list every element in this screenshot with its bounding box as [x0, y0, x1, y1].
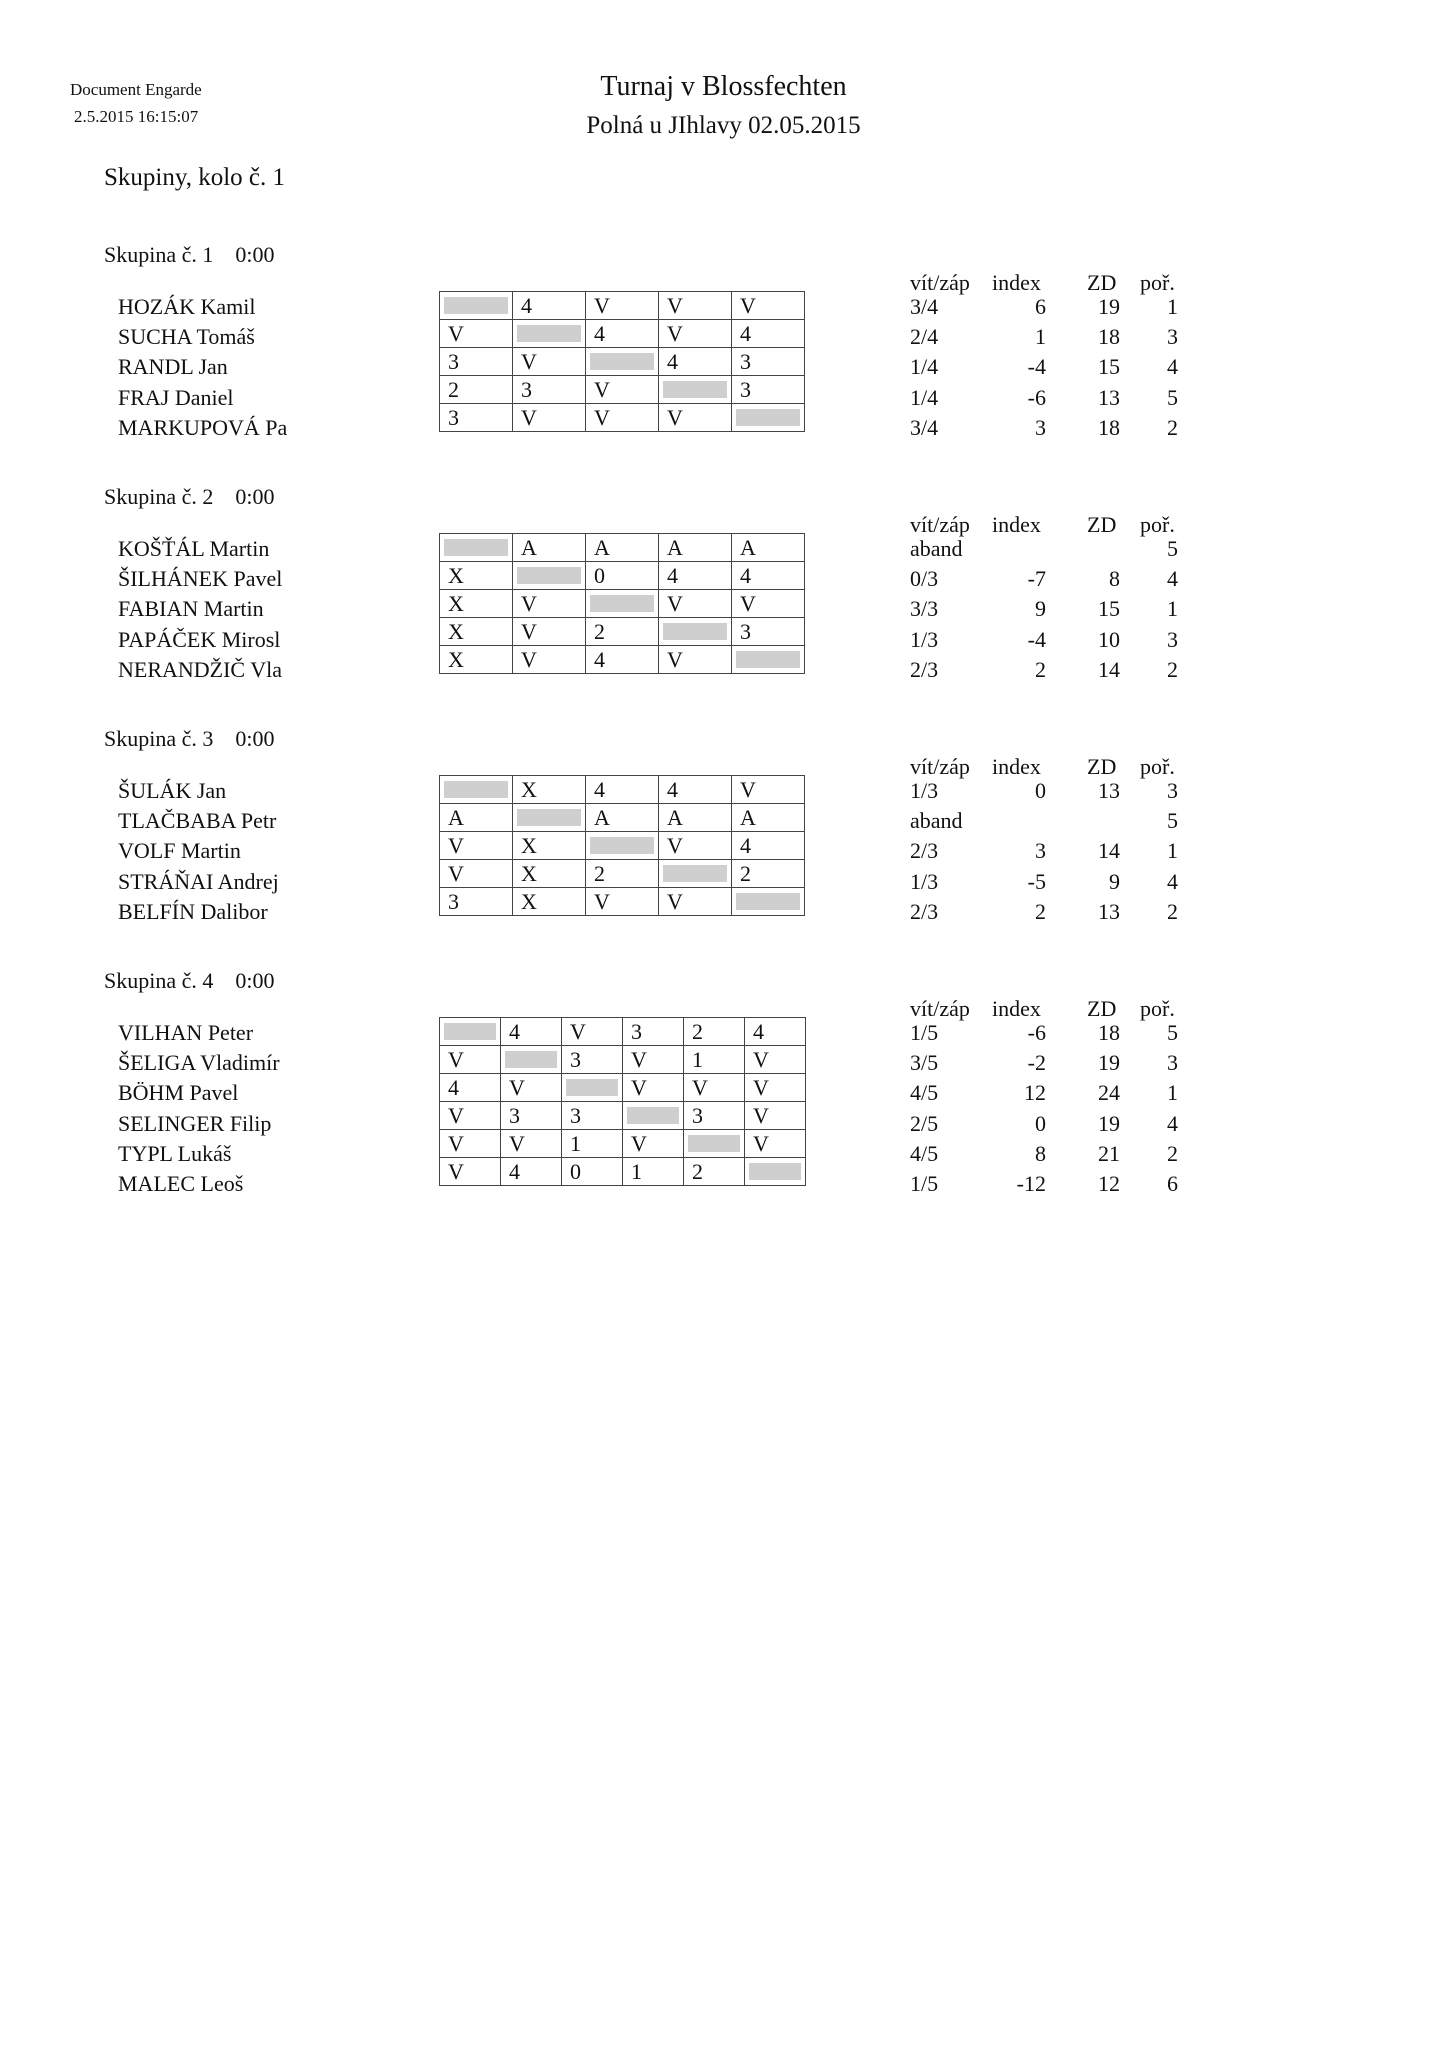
bout-result-cell: 2 — [586, 618, 659, 646]
fencer-touches: 24 — [1098, 1080, 1120, 1106]
fencer-wins-bouts: aband — [910, 536, 963, 561]
bout-matrix-row — [440, 888, 805, 916]
fencer-name: BÖHM Pavel — [118, 1080, 239, 1106]
self-bout-shade — [517, 567, 581, 584]
fencer-name: SUCHA Tomáš — [118, 324, 255, 350]
bout-result-cell: V — [732, 776, 805, 804]
bout-cell-self — [732, 646, 805, 674]
fencer-wins-bouts: 3/4 — [910, 414, 939, 440]
fencer-rank: 1 — [1167, 294, 1178, 319]
bout-result-cell: 3 — [684, 1102, 745, 1130]
bout-cell-self — [586, 832, 659, 860]
bout-matrix-row — [440, 404, 805, 432]
fencer-name: ŠULÁK Jan — [118, 778, 227, 803]
fencer-wins-bouts: 1/4 — [910, 354, 939, 380]
bout-matrix-row — [440, 1074, 806, 1102]
fencer-wins-bouts: 4/5 — [910, 1140, 939, 1166]
fencer-rank: 3 — [1167, 1050, 1178, 1076]
self-bout-shade — [663, 865, 727, 882]
column-header-wins-bouts: vít/záp — [910, 996, 970, 1021]
fencer-name: ŠILHÁNEK Pavel — [118, 566, 283, 592]
tournament-title: Turnaj v Blossfechten — [600, 71, 847, 102]
print-timestamp: 2.5.2015 16:15:07 — [74, 107, 199, 126]
bout-cell-self — [659, 860, 732, 888]
bout-result-cell: 0 — [562, 1158, 623, 1186]
bout-cell-self — [440, 1018, 501, 1046]
fencer-index: 2 — [1035, 656, 1046, 682]
fencer-touches: 9 — [1109, 868, 1120, 894]
bout-result-cell: V — [586, 376, 659, 404]
bout-matrix-row — [440, 776, 805, 804]
bout-matrix — [439, 291, 805, 432]
column-header-rank: poř. — [1140, 996, 1175, 1021]
title-block — [0, 68, 1447, 144]
column-header-touches: ZD — [1087, 996, 1117, 1021]
bout-result-cell: V — [513, 348, 586, 376]
fencer-name: FRAJ Daniel — [118, 384, 234, 410]
fencer-index: -5 — [1027, 868, 1046, 894]
bout-result-cell: 4 — [586, 646, 659, 674]
bout-cell-self — [513, 804, 586, 832]
bout-result-cell: 1 — [562, 1130, 623, 1158]
bout-result-cell: V — [623, 1130, 684, 1158]
fencer-name: VILHAN Peter — [118, 1020, 254, 1045]
bout-result-cell: X — [513, 888, 586, 916]
self-bout-shade — [566, 1079, 618, 1096]
bout-matrix-row — [440, 646, 805, 674]
bout-result-cell: 4 — [586, 776, 659, 804]
bout-result-cell: 3 — [623, 1018, 684, 1046]
column-header-touches: ZD — [1087, 270, 1117, 295]
group-label: Skupina č. 1 — [104, 242, 214, 267]
self-bout-shade — [688, 1135, 740, 1152]
fencer-touches: 13 — [1098, 778, 1120, 803]
self-bout-shade — [517, 325, 581, 342]
column-header-index: index — [992, 270, 1041, 295]
bout-result-cell: 2 — [684, 1158, 745, 1186]
bout-result-cell: 3 — [732, 376, 805, 404]
self-bout-shade — [749, 1163, 801, 1180]
bout-matrix — [439, 533, 805, 674]
bout-result-cell: 4 — [659, 562, 732, 590]
bout-result-cell: X — [440, 590, 513, 618]
bout-matrix-row — [440, 534, 805, 562]
fencer-name: MALEC Leoš — [118, 1171, 244, 1196]
column-header-wins-bouts: vít/záp — [910, 270, 970, 295]
group-header — [104, 484, 275, 510]
bout-result-cell: V — [513, 646, 586, 674]
bout-result-cell: V — [440, 860, 513, 888]
bout-result-cell: 3 — [513, 376, 586, 404]
column-header-rank: poř. — [1140, 754, 1175, 779]
fencer-wins-bouts: 1/3 — [910, 868, 939, 894]
fencer-index: 3 — [1035, 414, 1046, 440]
bout-result-cell: X — [440, 618, 513, 646]
bout-result-cell: V — [659, 646, 732, 674]
fencer-name: TYPL Lukáš — [118, 1140, 232, 1166]
column-header-rank: poř. — [1140, 512, 1175, 537]
fencer-index: -7 — [1027, 566, 1046, 592]
bout-cell-self — [623, 1102, 684, 1130]
bout-result-cell: 3 — [732, 348, 805, 376]
bout-result-cell: V — [440, 1130, 501, 1158]
fencer-rank: 5 — [1167, 536, 1178, 561]
fencer-index: 0 — [1035, 778, 1046, 803]
bout-result-cell: V — [586, 888, 659, 916]
fencer-rank: 3 — [1167, 626, 1178, 652]
bout-cell-self — [732, 888, 805, 916]
bout-cell-self — [501, 1046, 562, 1074]
bout-result-cell: X — [440, 562, 513, 590]
fencer-index: 12 — [1024, 1080, 1046, 1106]
bout-result-cell: V — [745, 1074, 806, 1102]
bout-result-cell: 4 — [732, 562, 805, 590]
fencer-name: HOZÁK Kamil — [118, 294, 256, 319]
bout-result-cell: 3 — [440, 348, 513, 376]
column-header-touches: ZD — [1087, 512, 1117, 537]
fencer-wins-bouts: 0/3 — [910, 566, 939, 592]
fencer-wins-bouts: 3/3 — [910, 596, 939, 622]
fencer-rank: 4 — [1167, 1110, 1178, 1136]
fencer-touches: 15 — [1098, 354, 1120, 380]
bout-matrix-row — [440, 348, 805, 376]
bout-result-cell: 4 — [659, 348, 732, 376]
fencer-name: PAPÁČEK Mirosl — [118, 626, 281, 652]
bout-result-cell: 0 — [586, 562, 659, 590]
bout-result-cell: 4 — [586, 320, 659, 348]
bout-result-cell: X — [513, 860, 586, 888]
self-bout-shade — [444, 539, 508, 556]
fencer-touches: 18 — [1098, 1020, 1120, 1045]
column-header-wins-bouts: vít/záp — [910, 754, 970, 779]
fencer-wins-bouts: 3/4 — [910, 294, 939, 319]
bout-result-cell: V — [513, 590, 586, 618]
bout-result-cell: 2 — [586, 860, 659, 888]
fencer-rank: 2 — [1167, 414, 1178, 440]
fencer-touches: 13 — [1098, 898, 1120, 924]
bout-result-cell: 2 — [440, 376, 513, 404]
fencer-name: NERANDŽIČ Vla — [118, 656, 282, 682]
fencer-index: 8 — [1035, 1140, 1046, 1166]
fencer-rank: 2 — [1167, 1140, 1178, 1166]
bout-result-cell: 4 — [440, 1074, 501, 1102]
fencer-name: SELINGER Filip — [118, 1110, 272, 1136]
bout-result-cell: V — [732, 590, 805, 618]
bout-result-cell: 3 — [440, 888, 513, 916]
fencer-name: KOŠŤÁL Martin — [118, 536, 270, 561]
fencer-touches: 12 — [1098, 1171, 1120, 1196]
fencer-touches: 13 — [1098, 384, 1120, 410]
fencer-name: VOLF Martin — [118, 838, 241, 864]
fencer-touches: 15 — [1098, 596, 1120, 622]
fencer-wins-bouts: aband — [910, 808, 963, 834]
bout-result-cell: 3 — [562, 1046, 623, 1074]
bout-result-cell: X — [513, 776, 586, 804]
self-bout-shade — [444, 1023, 496, 1040]
bout-result-cell: V — [501, 1130, 562, 1158]
self-bout-shade — [444, 781, 508, 798]
bout-result-cell: A — [732, 804, 805, 832]
bout-result-cell: V — [440, 1046, 501, 1074]
bout-result-cell: A — [732, 534, 805, 562]
bout-matrix-row — [440, 618, 805, 646]
fencer-wins-bouts: 2/3 — [910, 656, 939, 682]
self-bout-shade — [736, 893, 800, 910]
fencer-rank: 4 — [1167, 868, 1178, 894]
group-label: Skupina č. 4 — [104, 968, 214, 993]
bout-cell-self — [586, 590, 659, 618]
bout-result-cell: 2 — [732, 860, 805, 888]
fencer-touches: 14 — [1098, 656, 1120, 682]
bout-result-cell: A — [513, 534, 586, 562]
group-header — [104, 968, 275, 994]
bout-result-cell: 4 — [732, 320, 805, 348]
bout-result-cell: V — [745, 1102, 806, 1130]
self-bout-shade — [517, 809, 581, 826]
bout-result-cell: 4 — [513, 292, 586, 320]
fencer-index: 2 — [1035, 898, 1046, 924]
self-bout-shade — [627, 1107, 679, 1124]
bout-matrix-row — [440, 292, 805, 320]
fencer-touches: 10 — [1098, 626, 1120, 652]
bout-cell-self — [586, 348, 659, 376]
fencer-touches: 18 — [1098, 324, 1120, 350]
fencer-wins-bouts: 1/3 — [910, 626, 939, 652]
fencer-rank: 5 — [1167, 808, 1178, 834]
fencer-name: MARKUPOVÁ Pa — [118, 414, 288, 440]
bout-result-cell: 1 — [684, 1046, 745, 1074]
bout-cell-self — [440, 776, 513, 804]
self-bout-shade — [444, 297, 508, 314]
group-time: 0:00 — [235, 242, 275, 267]
self-bout-shade — [590, 595, 654, 612]
bout-matrix-row — [440, 376, 805, 404]
bout-matrix-row — [440, 1018, 806, 1046]
column-header-wins-bouts: vít/záp — [910, 512, 970, 537]
fencer-rank: 3 — [1167, 778, 1178, 803]
round-title: Skupiny, kolo č. 1 — [104, 164, 286, 191]
bout-result-cell: 2 — [684, 1018, 745, 1046]
bout-result-cell: 4 — [501, 1158, 562, 1186]
fencer-name: BELFÍN Dalibor — [118, 898, 268, 924]
self-bout-shade — [505, 1051, 557, 1068]
column-header-index: index — [992, 512, 1041, 537]
fencer-wins-bouts: 1/3 — [910, 778, 939, 803]
bout-result-cell: V — [659, 320, 732, 348]
bout-result-cell: V — [440, 832, 513, 860]
group-label: Skupina č. 3 — [104, 726, 214, 751]
bout-matrix-row — [440, 804, 805, 832]
self-bout-shade — [736, 651, 800, 668]
bout-result-cell: 3 — [501, 1102, 562, 1130]
bout-result-cell: 3 — [732, 618, 805, 646]
column-header-index: index — [992, 996, 1041, 1021]
bout-result-cell: X — [513, 832, 586, 860]
bout-cell-self — [684, 1130, 745, 1158]
bout-matrix — [439, 775, 805, 916]
group-label: Skupina č. 2 — [104, 484, 214, 509]
fencer-name: ŠELIGA Vladimír — [118, 1050, 280, 1076]
bout-matrix-row — [440, 1102, 806, 1130]
bout-result-cell: V — [562, 1018, 623, 1046]
bout-result-cell: V — [440, 1102, 501, 1130]
fencer-index: -6 — [1027, 1020, 1046, 1045]
bout-result-cell: V — [440, 1158, 501, 1186]
fencer-touches: 19 — [1098, 1110, 1120, 1136]
fencer-index: 9 — [1035, 596, 1046, 622]
bout-cell-self — [659, 376, 732, 404]
fencer-rank: 4 — [1167, 354, 1178, 380]
bout-result-cell: 1 — [623, 1158, 684, 1186]
column-header-index: index — [992, 754, 1041, 779]
fencer-wins-bouts: 1/4 — [910, 384, 939, 410]
fencer-rank: 5 — [1167, 1020, 1178, 1045]
fencer-index: 1 — [1035, 324, 1046, 350]
group-header — [104, 726, 275, 752]
fencer-touches: 18 — [1098, 414, 1120, 440]
bout-result-cell: V — [586, 404, 659, 432]
bout-result-cell: V — [684, 1074, 745, 1102]
fencer-wins-bouts: 3/5 — [910, 1050, 939, 1076]
fencer-wins-bouts: 2/4 — [910, 324, 939, 350]
self-bout-shade — [663, 381, 727, 398]
bout-result-cell: A — [586, 534, 659, 562]
bout-matrix-row — [440, 1130, 806, 1158]
bout-result-cell: 4 — [501, 1018, 562, 1046]
bout-result-cell: 4 — [732, 832, 805, 860]
bout-result-cell: V — [745, 1130, 806, 1158]
self-bout-shade — [590, 837, 654, 854]
fencer-touches: 14 — [1098, 838, 1120, 864]
group-header — [104, 242, 275, 268]
fencer-wins-bouts: 1/5 — [910, 1171, 939, 1196]
fencer-touches: 19 — [1098, 1050, 1120, 1076]
bout-result-cell: V — [745, 1046, 806, 1074]
bout-result-cell: V — [659, 404, 732, 432]
fencer-rank: 2 — [1167, 898, 1178, 924]
self-bout-shade — [663, 623, 727, 640]
column-header-rank: poř. — [1140, 270, 1175, 295]
fencer-rank: 4 — [1167, 566, 1178, 592]
bout-result-cell: V — [440, 320, 513, 348]
bout-result-cell: 3 — [562, 1102, 623, 1130]
fencer-rank: 1 — [1167, 1080, 1178, 1106]
generator-label: Document Engarde — [70, 80, 202, 99]
fencer-rank: 5 — [1167, 384, 1178, 410]
fencer-rank: 1 — [1167, 838, 1178, 864]
bout-result-cell: 4 — [659, 776, 732, 804]
fencer-name: TLAČBABA Petr — [118, 808, 277, 834]
fencer-touches: 8 — [1109, 566, 1120, 592]
bout-result-cell: A — [586, 804, 659, 832]
bout-result-cell: 3 — [440, 404, 513, 432]
fencer-index: -12 — [1016, 1171, 1046, 1196]
bout-result-cell: V — [659, 292, 732, 320]
bout-matrix-row — [440, 832, 805, 860]
bout-matrix-row — [440, 1158, 806, 1186]
bout-result-cell: 4 — [745, 1018, 806, 1046]
fencer-name: RANDL Jan — [118, 354, 228, 380]
group-time: 0:00 — [235, 484, 275, 509]
bout-cell-self — [513, 320, 586, 348]
bout-result-cell: V — [659, 888, 732, 916]
self-bout-shade — [736, 409, 800, 426]
fencer-index: -2 — [1027, 1050, 1046, 1076]
fencer-touches: 19 — [1098, 294, 1120, 319]
bout-cell-self — [562, 1074, 623, 1102]
fencer-index: 6 — [1035, 294, 1046, 319]
bout-result-cell: A — [659, 804, 732, 832]
bout-cell-self — [440, 292, 513, 320]
group-time: 0:00 — [235, 726, 275, 751]
fencer-index: 0 — [1035, 1110, 1046, 1136]
bout-result-cell: V — [659, 832, 732, 860]
bout-matrix-row — [440, 860, 805, 888]
column-header-touches: ZD — [1087, 754, 1117, 779]
bout-result-cell: V — [513, 404, 586, 432]
bout-result-cell: A — [440, 804, 513, 832]
bout-result-cell: V — [513, 618, 586, 646]
bout-result-cell: A — [659, 534, 732, 562]
bout-result-cell: X — [440, 646, 513, 674]
bout-result-cell: V — [586, 292, 659, 320]
fencer-rank: 2 — [1167, 656, 1178, 682]
fencer-wins-bouts: 1/5 — [910, 1020, 939, 1045]
tournament-subtitle: Polná u JIhlavy 02.05.2015 — [586, 112, 861, 139]
bout-matrix-row — [440, 590, 805, 618]
bout-cell-self — [513, 562, 586, 590]
bout-result-cell: V — [501, 1074, 562, 1102]
fencer-index: 3 — [1035, 838, 1046, 864]
bout-cell-self — [732, 404, 805, 432]
bout-cell-self — [440, 534, 513, 562]
bout-matrix-row — [440, 1046, 806, 1074]
fencer-rank: 3 — [1167, 324, 1178, 350]
fencer-touches: 21 — [1098, 1140, 1120, 1166]
bout-matrix-row — [440, 320, 805, 348]
fencer-index: -4 — [1027, 626, 1046, 652]
bout-matrix — [439, 1017, 806, 1186]
bout-result-cell: V — [659, 590, 732, 618]
fencer-name: FABIAN Martin — [118, 596, 264, 622]
fencer-wins-bouts: 4/5 — [910, 1080, 939, 1106]
fencer-index: -4 — [1027, 354, 1046, 380]
self-bout-shade — [590, 353, 654, 370]
fencer-rank: 6 — [1167, 1171, 1178, 1196]
fencer-index: -6 — [1027, 384, 1046, 410]
fencer-wins-bouts: 2/3 — [910, 838, 939, 864]
bout-cell-self — [745, 1158, 806, 1186]
bout-cell-self — [659, 618, 732, 646]
fencer-rank: 1 — [1167, 596, 1178, 622]
group-time: 0:00 — [235, 968, 275, 993]
bout-result-cell: V — [623, 1046, 684, 1074]
bout-matrix-row — [440, 562, 805, 590]
bout-result-cell: V — [732, 292, 805, 320]
bout-result-cell: V — [623, 1074, 684, 1102]
fencer-wins-bouts: 2/3 — [910, 898, 939, 924]
fencer-name: STRÁŇAI Andrej — [118, 868, 279, 894]
fencer-wins-bouts: 2/5 — [910, 1110, 939, 1136]
